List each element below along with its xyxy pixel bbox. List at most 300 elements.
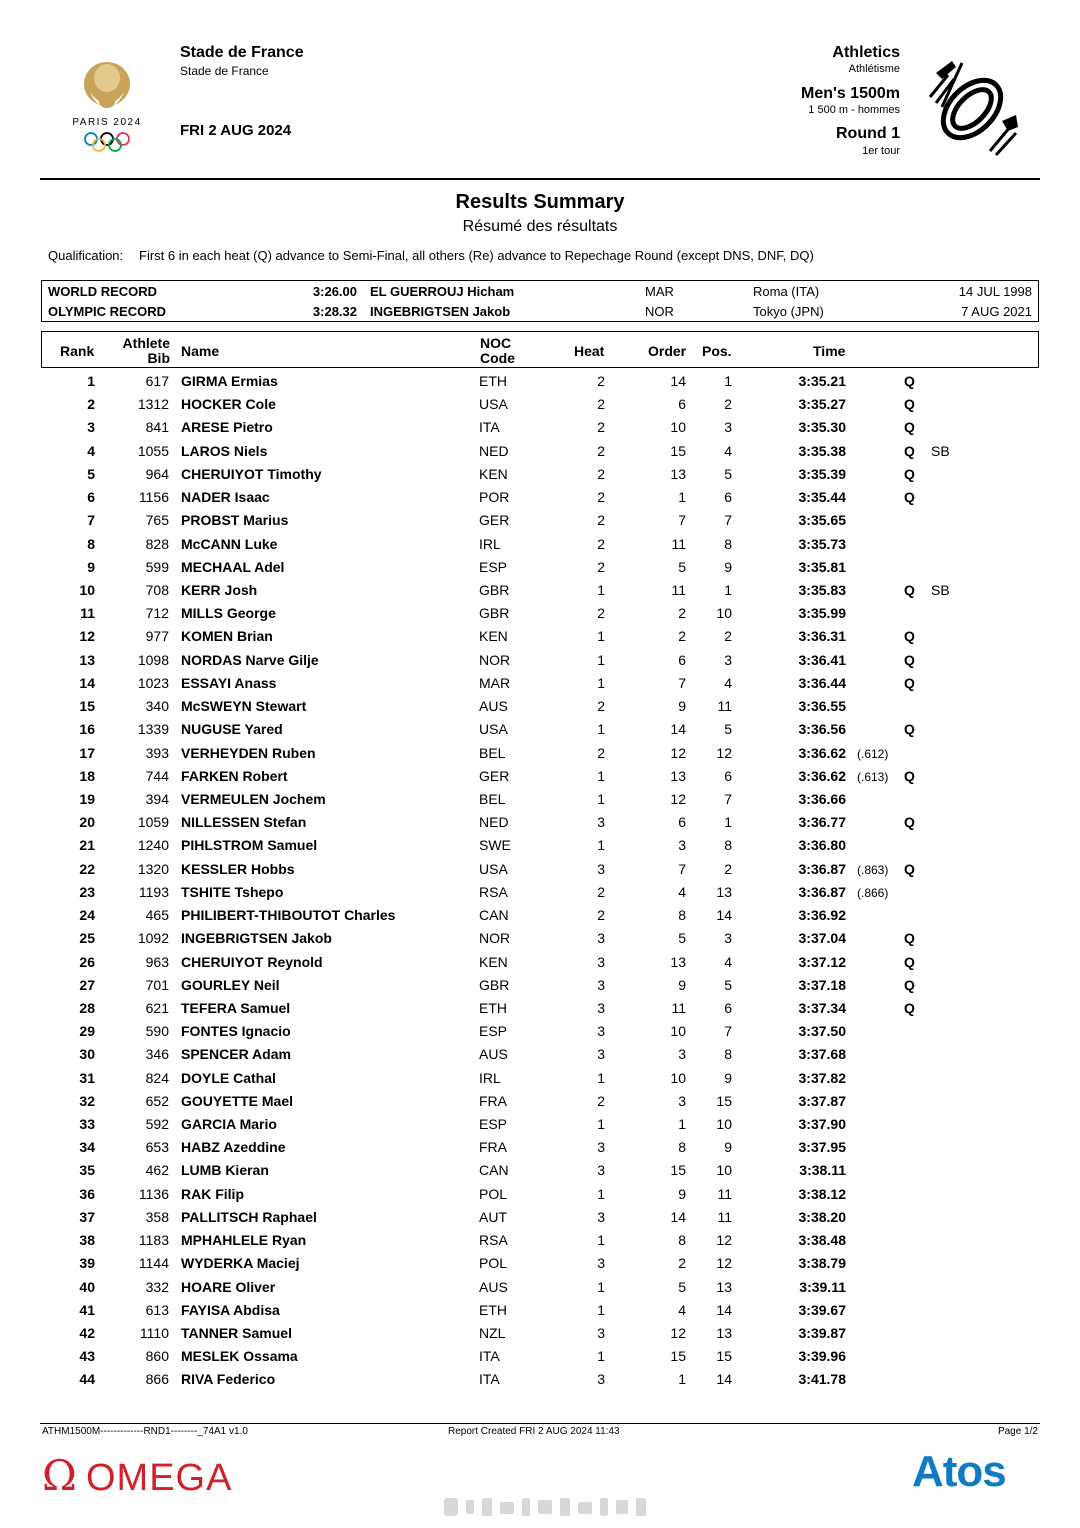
results-table-header bbox=[41, 331, 1039, 368]
result-noc: RSA bbox=[479, 1232, 508, 1249]
result-rank: 40 bbox=[79, 1278, 95, 1295]
result-bib: 701 bbox=[145, 976, 169, 993]
result-order: 14 bbox=[670, 1208, 686, 1225]
omega-logo bbox=[42, 1452, 277, 1496]
result-noc: ETH bbox=[479, 999, 507, 1016]
table-row bbox=[0, 1368, 1080, 1391]
result-pos: 3 bbox=[724, 419, 732, 436]
result-order: 5 bbox=[678, 930, 686, 947]
result-order: 11 bbox=[671, 999, 686, 1016]
result-time: 3:36.87 bbox=[798, 883, 846, 900]
result-heat: 2 bbox=[597, 907, 605, 924]
col-bib-line2: Bib bbox=[147, 350, 170, 366]
col-noc-line1: NOC bbox=[480, 335, 512, 351]
result-name: WYDERKA Maciej bbox=[181, 1255, 300, 1272]
result-heat: 3 bbox=[597, 1162, 605, 1179]
result-heat: 3 bbox=[597, 814, 605, 831]
result-time: 3:39.87 bbox=[798, 1325, 846, 1342]
table-row bbox=[0, 1159, 1080, 1182]
result-heat: 2 bbox=[597, 465, 605, 482]
result-heat: 3 bbox=[597, 1046, 605, 1063]
result-pos: 3 bbox=[724, 930, 732, 947]
result-heat: 1 bbox=[597, 767, 605, 784]
result-time: 3:35.30 bbox=[798, 419, 846, 436]
result-name: NORDAS Narve Gilje bbox=[181, 651, 319, 668]
result-time: 3:38.11 bbox=[799, 1162, 846, 1179]
result-order: 10 bbox=[670, 1023, 686, 1040]
result-rank: 35 bbox=[79, 1162, 95, 1179]
result-bib: 1110 bbox=[139, 1325, 169, 1342]
result-noc: BEL bbox=[479, 790, 506, 807]
record-time: 3:28.32 bbox=[312, 304, 357, 319]
result-name: TSHITE Tshepo bbox=[181, 883, 284, 900]
result-pos: 1 bbox=[724, 581, 732, 598]
result-name: HABZ Azeddine bbox=[181, 1139, 286, 1156]
world-record-row bbox=[42, 281, 1038, 301]
page-number: Page 1/2 bbox=[997, 1426, 1038, 1437]
result-rank: 27 bbox=[79, 976, 95, 993]
result-qualification: Q bbox=[904, 489, 915, 506]
result-bib: 1136 bbox=[138, 1185, 169, 1202]
result-bib: 828 bbox=[145, 535, 169, 552]
logo-text: PARIS 2024 bbox=[72, 117, 142, 128]
table-row bbox=[0, 927, 1080, 950]
result-bib: 1312 bbox=[137, 396, 169, 413]
olympic-record-row bbox=[42, 301, 1038, 321]
result-order: 2 bbox=[678, 628, 686, 645]
result-heat: 2 bbox=[597, 396, 605, 413]
result-order: 11 bbox=[671, 581, 686, 598]
result-rank: 5 bbox=[87, 465, 95, 482]
result-qualification: Q bbox=[904, 442, 915, 459]
result-pos: 2 bbox=[724, 860, 732, 877]
result-bib: 1183 bbox=[138, 1232, 169, 1249]
result-name: MILLS George bbox=[181, 605, 276, 622]
result-heat: 1 bbox=[597, 651, 605, 668]
result-name: CHERUIYOT Reynold bbox=[181, 953, 323, 970]
record-noc: NOR bbox=[645, 304, 674, 319]
result-name: RAK Filip bbox=[181, 1185, 244, 1202]
result-name: GIRMA Ermias bbox=[181, 373, 278, 389]
result-rank: 32 bbox=[79, 1092, 95, 1109]
result-name: KOMEN Brian bbox=[181, 628, 273, 645]
result-order: 13 bbox=[670, 953, 686, 970]
table-row bbox=[0, 602, 1080, 625]
result-order: 15 bbox=[670, 442, 686, 459]
table-row bbox=[0, 1322, 1080, 1345]
record-place: Roma (ITA) bbox=[753, 284, 820, 299]
result-bib: 963 bbox=[145, 953, 169, 970]
result-pos: 2 bbox=[724, 628, 732, 645]
table-row bbox=[0, 904, 1080, 927]
result-order: 7 bbox=[678, 674, 686, 691]
result-rank: 4 bbox=[87, 442, 95, 459]
records-box bbox=[41, 280, 1039, 322]
result-bib: 1156 bbox=[138, 489, 169, 506]
result-pos: 5 bbox=[724, 721, 732, 738]
result-bib: 1059 bbox=[137, 814, 169, 831]
result-time: 3:35.21 bbox=[798, 373, 846, 389]
result-rank: 7 bbox=[87, 512, 95, 529]
result-bib: 1098 bbox=[137, 651, 169, 668]
result-noc: GBR bbox=[479, 581, 510, 598]
record-time: 3:26.00 bbox=[312, 284, 357, 299]
result-heat: 2 bbox=[597, 419, 605, 436]
result-noc: KEN bbox=[479, 628, 508, 645]
result-rank: 23 bbox=[79, 883, 95, 900]
result-heat: 2 bbox=[597, 373, 605, 389]
result-heat: 1 bbox=[597, 790, 605, 807]
result-bib: 621 bbox=[145, 999, 169, 1016]
result-rank: 25 bbox=[79, 930, 95, 947]
event-subtitle: 1 500 m - hommes bbox=[808, 104, 900, 116]
result-order: 1 bbox=[678, 489, 686, 506]
result-pos: 5 bbox=[724, 976, 732, 993]
result-noc: CAN bbox=[479, 1162, 509, 1179]
table-row bbox=[0, 1043, 1080, 1066]
result-name: FAYISA Abdisa bbox=[181, 1301, 280, 1318]
col-time: Time bbox=[813, 343, 846, 359]
result-name: LUMB Kieran bbox=[181, 1162, 269, 1179]
page-title: Results Summary bbox=[455, 191, 625, 213]
table-row bbox=[0, 509, 1080, 532]
result-rank: 24 bbox=[79, 907, 95, 924]
result-time: 3:38.79 bbox=[798, 1255, 846, 1272]
result-time: 3:37.50 bbox=[798, 1023, 846, 1040]
result-qualification: Q bbox=[904, 373, 915, 389]
result-rank: 21 bbox=[79, 837, 95, 854]
result-order: 2 bbox=[678, 605, 686, 622]
result-heat: 1 bbox=[597, 1069, 605, 1086]
result-name: PHILIBERT-THIBOUTOT Charles bbox=[181, 907, 396, 924]
qualification-text: First 6 in each heat (Q) advance to Semi-Final, all others (Re) advance to Repechage Round (except DNS, DNF, DQ) bbox=[139, 248, 814, 263]
result-bib: 1339 bbox=[137, 721, 169, 738]
table-row bbox=[0, 672, 1080, 695]
result-order: 12 bbox=[670, 790, 686, 807]
result-heat: 1 bbox=[597, 674, 605, 691]
record-place: Tokyo (JPN) bbox=[753, 304, 824, 319]
result-rank: 19 bbox=[79, 790, 95, 807]
result-pos: 10 bbox=[716, 1162, 732, 1179]
result-qualification: Q bbox=[904, 860, 915, 877]
result-rank: 26 bbox=[79, 953, 95, 970]
result-heat: 2 bbox=[597, 883, 605, 900]
result-name: NILLESSEN Stefan bbox=[181, 814, 307, 831]
result-bib: 613 bbox=[145, 1301, 169, 1318]
table-row bbox=[0, 834, 1080, 857]
result-time: 3:41.78 bbox=[798, 1371, 846, 1388]
result-noc: POL bbox=[479, 1255, 508, 1272]
result-bib: 765 bbox=[145, 512, 169, 529]
result-rank: 43 bbox=[79, 1348, 95, 1365]
result-time: 3:35.73 bbox=[798, 535, 846, 552]
result-rank: 18 bbox=[79, 767, 95, 784]
result-bib: 652 bbox=[145, 1092, 169, 1109]
table-row bbox=[0, 858, 1080, 881]
result-rank: 22 bbox=[79, 860, 95, 877]
result-heat: 2 bbox=[597, 489, 605, 506]
record-holder: INGEBRIGTSEN Jakob bbox=[370, 304, 511, 319]
result-heat: 2 bbox=[597, 744, 605, 761]
event-date: FRI 2 AUG 2024 bbox=[180, 122, 292, 139]
result-rank: 15 bbox=[79, 698, 95, 715]
result-bib: 393 bbox=[145, 744, 169, 761]
result-noc: GBR bbox=[479, 605, 510, 622]
record-date: 7 AUG 2021 bbox=[961, 304, 1032, 319]
result-rank: 16 bbox=[79, 721, 95, 738]
result-pos: 11 bbox=[717, 1185, 732, 1202]
result-name: PIHLSTROM Samuel bbox=[181, 837, 318, 854]
flame-icon bbox=[84, 62, 130, 108]
result-noc: GER bbox=[479, 512, 510, 529]
result-rank: 13 bbox=[79, 651, 95, 668]
result-name: MESLEK Ossama bbox=[181, 1348, 298, 1365]
table-row bbox=[0, 1183, 1080, 1206]
col-heat: Heat bbox=[574, 343, 605, 359]
sport-subtitle: Athlétisme bbox=[848, 63, 900, 75]
result-time: 3:35.38 bbox=[798, 442, 846, 459]
table-row bbox=[0, 463, 1080, 486]
result-qualification: Q bbox=[904, 721, 915, 738]
result-noc: ETH bbox=[479, 373, 507, 389]
result-bib: 712 bbox=[145, 605, 169, 622]
table-row bbox=[0, 695, 1080, 718]
result-rank: 37 bbox=[79, 1208, 95, 1225]
record-date: 14 JUL 1998 bbox=[958, 284, 1032, 299]
result-noc: CAN bbox=[479, 907, 509, 924]
result-name: MPHAHLELE Ryan bbox=[181, 1232, 307, 1249]
result-time: 3:38.12 bbox=[798, 1185, 846, 1202]
result-pos: 6 bbox=[724, 999, 732, 1016]
result-noc: GBR bbox=[479, 976, 510, 993]
result-order: 2 bbox=[678, 1255, 686, 1272]
omega-symbol-icon: Ω bbox=[42, 1452, 77, 1496]
result-name: NUGUSE Yared bbox=[181, 721, 283, 738]
result-rank: 38 bbox=[79, 1232, 95, 1249]
result-noc: KEN bbox=[479, 953, 508, 970]
table-row bbox=[0, 1276, 1080, 1299]
result-time: 3:35.39 bbox=[798, 465, 846, 482]
result-heat: 2 bbox=[597, 605, 605, 622]
result-order: 4 bbox=[678, 883, 686, 900]
result-pos: 1 bbox=[724, 814, 732, 831]
result-time: 3:36.77 bbox=[798, 814, 846, 831]
result-name: DOYLE Cathal bbox=[181, 1069, 276, 1086]
result-rank: 33 bbox=[79, 1116, 95, 1133]
result-bib: 346 bbox=[145, 1046, 169, 1063]
result-heat: 1 bbox=[597, 837, 605, 854]
result-time: 3:36.62 bbox=[798, 767, 846, 784]
result-bib: 744 bbox=[145, 767, 169, 784]
result-name: NADER Isaac bbox=[181, 489, 270, 506]
result-rank: 9 bbox=[87, 558, 95, 575]
table-row bbox=[0, 765, 1080, 788]
result-pos: 8 bbox=[724, 837, 732, 854]
result-tiebreak: (.863) bbox=[857, 862, 889, 877]
result-heat: 1 bbox=[597, 628, 605, 645]
table-row bbox=[0, 718, 1080, 741]
result-noc: ITA bbox=[479, 1348, 500, 1365]
result-name: SPENCER Adam bbox=[181, 1046, 291, 1063]
round-subtitle: 1er tour bbox=[862, 145, 900, 157]
table-row bbox=[0, 556, 1080, 579]
result-order: 13 bbox=[670, 465, 686, 482]
result-noc: NZL bbox=[479, 1325, 506, 1342]
result-pos: 2 bbox=[724, 396, 732, 413]
result-order: 8 bbox=[678, 907, 686, 924]
result-pos: 10 bbox=[716, 605, 732, 622]
result-rank: 29 bbox=[79, 1023, 95, 1040]
result-order: 14 bbox=[670, 721, 686, 738]
result-pos: 14 bbox=[716, 1371, 732, 1388]
result-name: PALLITSCH Raphael bbox=[181, 1208, 317, 1225]
result-name: VERMEULEN Jochem bbox=[181, 790, 326, 807]
result-pos: 9 bbox=[724, 558, 732, 575]
result-pos: 12 bbox=[716, 1232, 732, 1249]
table-row bbox=[0, 579, 1080, 602]
table-row bbox=[0, 788, 1080, 811]
qualification-label: Qualification: bbox=[48, 248, 124, 263]
result-bib: 358 bbox=[145, 1208, 169, 1225]
result-order: 6 bbox=[678, 651, 686, 668]
result-time: 3:36.92 bbox=[798, 907, 846, 924]
header-divider bbox=[40, 178, 1040, 180]
table-row bbox=[0, 1113, 1080, 1136]
result-heat: 2 bbox=[597, 442, 605, 459]
result-pos: 12 bbox=[716, 744, 732, 761]
result-order: 13 bbox=[670, 767, 686, 784]
result-heat: 3 bbox=[597, 953, 605, 970]
table-row bbox=[0, 370, 1080, 393]
result-order: 8 bbox=[678, 1139, 686, 1156]
result-time: 3:36.87 bbox=[798, 860, 846, 877]
result-name: McCANN Luke bbox=[181, 535, 278, 552]
result-order: 5 bbox=[678, 1278, 686, 1295]
result-time: 3:35.44 bbox=[798, 489, 846, 506]
result-name: KERR Josh bbox=[181, 581, 258, 598]
result-rank: 17 bbox=[79, 744, 95, 761]
result-pos: 8 bbox=[724, 1046, 732, 1063]
result-bib: 866 bbox=[145, 1371, 169, 1388]
result-heat: 3 bbox=[597, 999, 605, 1016]
result-order: 12 bbox=[670, 1325, 686, 1342]
sport-title: Athletics bbox=[832, 44, 900, 61]
result-name: ARESE Pietro bbox=[181, 419, 273, 436]
result-rank: 20 bbox=[79, 814, 95, 831]
result-qualification: Q bbox=[904, 953, 915, 970]
result-name: HOCKER Cole bbox=[181, 396, 276, 413]
result-bib: 1055 bbox=[137, 442, 169, 459]
record-noc: MAR bbox=[645, 284, 674, 299]
result-time: 3:36.55 bbox=[798, 698, 846, 715]
result-order: 11 bbox=[671, 535, 686, 552]
table-row bbox=[0, 486, 1080, 509]
result-record-note: SB bbox=[931, 581, 950, 598]
result-name: TANNER Samuel bbox=[181, 1325, 292, 1342]
table-row bbox=[0, 1252, 1080, 1275]
result-heat: 1 bbox=[597, 1185, 605, 1202]
result-name: GOURLEY Neil bbox=[181, 976, 280, 993]
result-time: 3:37.34 bbox=[798, 999, 846, 1016]
result-name: McSWEYN Stewart bbox=[181, 698, 307, 715]
result-pos: 4 bbox=[724, 442, 732, 459]
result-noc: AUS bbox=[479, 698, 508, 715]
result-qualification: Q bbox=[904, 999, 915, 1016]
report-created: Report Created FRI 2 AUG 2024 11:43 bbox=[448, 1426, 620, 1437]
result-noc: SWE bbox=[479, 837, 511, 854]
result-noc: ITA bbox=[479, 1371, 500, 1388]
table-row bbox=[0, 1020, 1080, 1043]
result-time: 3:38.20 bbox=[798, 1208, 846, 1225]
table-row bbox=[0, 1229, 1080, 1252]
result-time: 3:36.56 bbox=[798, 721, 846, 738]
result-heat: 2 bbox=[597, 558, 605, 575]
result-order: 9 bbox=[678, 1185, 686, 1202]
result-bib: 841 bbox=[145, 419, 169, 436]
result-bib: 599 bbox=[145, 558, 169, 575]
table-row bbox=[0, 811, 1080, 834]
table-row bbox=[0, 881, 1080, 904]
athletics-pictogram-icon bbox=[922, 57, 1022, 157]
result-pos: 13 bbox=[716, 1278, 732, 1295]
result-heat: 1 bbox=[597, 1301, 605, 1318]
result-order: 1 bbox=[678, 1116, 686, 1133]
result-bib: 590 bbox=[145, 1023, 169, 1040]
result-time: 3:36.80 bbox=[798, 837, 846, 854]
result-noc: ESP bbox=[479, 1116, 508, 1133]
result-order: 1 bbox=[678, 1371, 686, 1388]
result-pos: 4 bbox=[724, 953, 732, 970]
result-pos: 11 bbox=[717, 698, 732, 715]
result-noc: AUS bbox=[479, 1046, 508, 1063]
result-order: 8 bbox=[678, 1232, 686, 1249]
result-heat: 2 bbox=[597, 512, 605, 529]
result-name: INGEBRIGTSEN Jakob bbox=[181, 930, 332, 947]
result-qualification: Q bbox=[904, 628, 915, 645]
result-noc: KEN bbox=[479, 465, 508, 482]
result-time: 3:36.66 bbox=[798, 790, 846, 807]
result-tiebreak: (.613) bbox=[857, 769, 889, 784]
result-pos: 6 bbox=[724, 489, 732, 506]
table-row bbox=[0, 951, 1080, 974]
table-row bbox=[0, 440, 1080, 463]
result-name: GARCIA Mario bbox=[181, 1116, 277, 1133]
result-time: 3:39.96 bbox=[798, 1348, 846, 1365]
event-title: Men's 1500m bbox=[801, 85, 900, 102]
result-record-note: SB bbox=[931, 442, 950, 459]
watermark-icon bbox=[440, 1492, 660, 1522]
result-heat: 2 bbox=[597, 698, 605, 715]
page-subtitle: Résumé des résultats bbox=[462, 218, 618, 235]
result-noc: AUT bbox=[479, 1208, 507, 1225]
result-rank: 36 bbox=[79, 1185, 95, 1202]
col-name: Name bbox=[181, 343, 220, 359]
result-bib: 964 bbox=[145, 465, 169, 482]
col-rank: Rank bbox=[60, 343, 95, 359]
result-pos: 9 bbox=[724, 1139, 732, 1156]
result-noc: USA bbox=[479, 860, 508, 877]
result-bib: 332 bbox=[145, 1278, 169, 1295]
result-pos: 9 bbox=[724, 1069, 732, 1086]
result-name: KESSLER Hobbs bbox=[181, 860, 295, 877]
result-pos: 11 bbox=[717, 1208, 732, 1225]
result-noc: FRA bbox=[479, 1139, 507, 1156]
olympic-rings-icon bbox=[85, 133, 129, 151]
result-bib: 653 bbox=[145, 1139, 169, 1156]
result-rank: 6 bbox=[87, 489, 95, 506]
result-noc: USA bbox=[479, 721, 508, 738]
result-time: 3:36.62 bbox=[798, 744, 846, 761]
